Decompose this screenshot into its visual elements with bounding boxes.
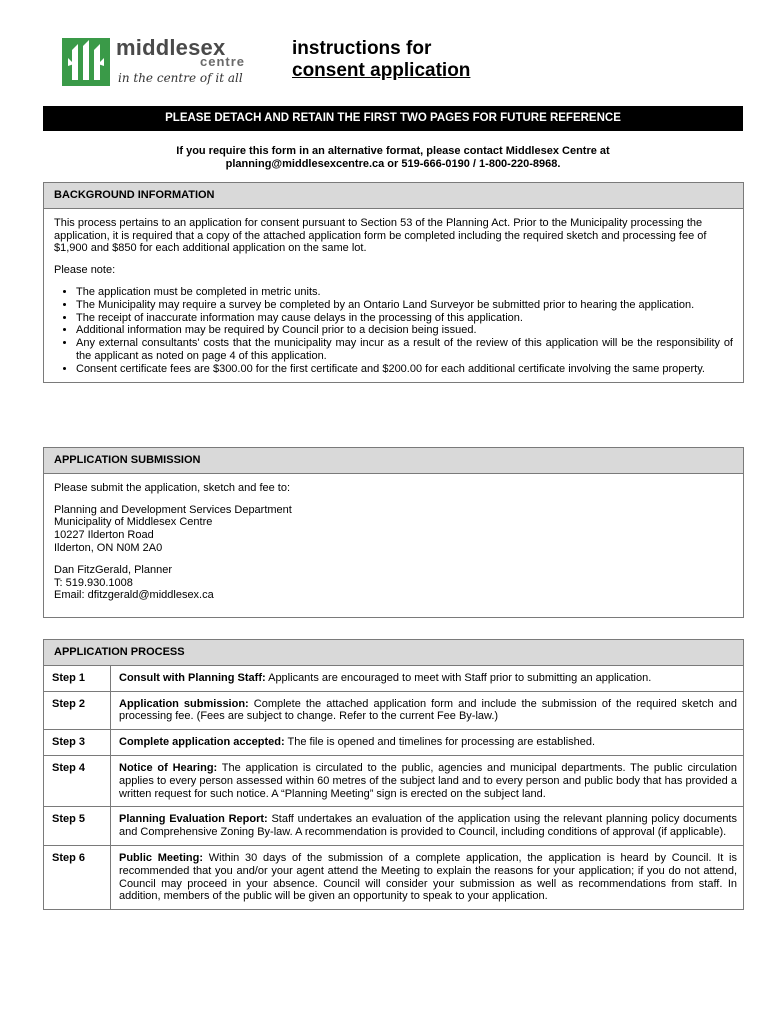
step-label: Step 6 xyxy=(44,845,111,909)
background-intro: This process pertains to an application for consent pursuant to Section 53 of the Planning Act. Prior to the Municipality processing the application, it is required that a copy of the attached application form be completed including the required sketch and processing fee of $1,900 and $850 for each additional application on the same lot. xyxy=(54,216,707,255)
step-description xyxy=(111,665,744,691)
detach-banner: PLEASE DETACH AND RETAIN THE FIRST TWO PAGES FOR FUTURE REFERENCE xyxy=(43,106,743,131)
address-line: Municipality of Middlesex Centre xyxy=(54,516,213,529)
step-text: The file is opened and timelines for processing are established. xyxy=(284,736,596,749)
table-row xyxy=(44,665,743,691)
background-body xyxy=(44,209,743,382)
table-row xyxy=(44,807,743,846)
contact-line-2: planning@middlesexcentre.ca or 519-666-0190 / 1-800-220-8968. xyxy=(225,158,561,170)
note-item: • The receipt of inaccurate information may cause delays in the processing of this application. xyxy=(76,312,733,325)
step-text: Staff undertakes an evaluation of the application using the relevant planning policy documents and Comprehensive Zoning By-law. A recommendation is provided to Council, including conditions of approval (if applicable). xyxy=(119,813,737,839)
step-title: Consult with Planning Staff: xyxy=(119,671,266,684)
table-row xyxy=(44,691,743,730)
note-item: • Consent certificate fees are $300.00 for the first certificate and $200.00 for each additional certificate involving the same property. xyxy=(76,363,733,376)
background-section xyxy=(43,182,744,383)
contact-line-1: If you require this form in an alternative format, please contact Middlesex Centre at xyxy=(176,145,610,157)
logo-tagline: in the centre of it all xyxy=(118,71,243,85)
note-item: • The application must be completed in metric units. xyxy=(76,286,733,299)
step-description xyxy=(111,807,744,846)
logo-wheat-icon xyxy=(62,36,112,88)
table-row xyxy=(44,755,743,806)
middlesex-centre-logo xyxy=(62,36,262,92)
step-label: Step 1 xyxy=(44,665,111,691)
please-note-label: Please note: xyxy=(54,264,116,277)
title-line-2: consent application xyxy=(292,60,471,81)
page-title xyxy=(292,38,470,82)
step-label: Step 4 xyxy=(44,755,111,806)
submission-heading: APPLICATION SUBMISSION xyxy=(44,448,743,474)
process-section xyxy=(43,639,744,910)
step-text: Within 30 days of the submission of a complete application, the application is heard by Council. It is recommended that you and/or your agent attend the Meeting to explain the reasons for your application; if you do not attend, Council may proceed in your absence. Council will consider your submission as well as recommendations from staff. In addition, members of the public will be given an opportunity to speak to your application. xyxy=(119,851,738,903)
alternative-format-notice xyxy=(43,145,743,171)
step-title: Application submission: xyxy=(119,697,249,710)
background-heading: BACKGROUND INFORMATION xyxy=(44,183,743,209)
note-item: • Additional information may be required by Council prior to a decision being issued. xyxy=(76,324,733,337)
logo-wordmark: middlesex xyxy=(116,35,226,60)
process-steps-table xyxy=(44,665,743,909)
step-title: Complete application accepted: xyxy=(119,736,285,749)
address-line: 10227 Ilderton Road xyxy=(54,529,154,542)
address-line: Planning and Development Services Department xyxy=(54,503,292,516)
step-description xyxy=(111,845,744,909)
step-title: Planning Evaluation Report: xyxy=(119,813,268,826)
step-description xyxy=(111,691,744,730)
step-text: Applicants are encouraged to meet with Staff prior to submitting an application. xyxy=(265,671,652,684)
submission-body xyxy=(44,474,743,617)
planner-contact xyxy=(54,564,733,602)
table-row xyxy=(44,845,743,909)
logo-subword: centre xyxy=(200,54,246,69)
planner-email: Email: dfitzgerald@middlesex.ca xyxy=(54,589,214,602)
step-text: Complete the attached application form and include the submission of the required sketch and processing fee. (Fees are subject to change. Refer to the current Fee By-law.) xyxy=(119,697,737,723)
note-list xyxy=(54,286,733,376)
step-description xyxy=(111,730,744,756)
step-text: The application is circulated to the public, agencies and municipal departments. The public circulation applies to every person assessed within 60 metres of the subject land and to every person and public body that has provided a written request for such notice. A “Planning Meeting” sign is erected on the subject land. xyxy=(119,761,737,800)
submission-section xyxy=(43,447,744,618)
note-item: • Any external consultants' costs that the municipality may incur as a result of the review of this application will be the responsibility of the applicant as noted on page 4 of this application. xyxy=(76,337,733,363)
step-label: Step 3 xyxy=(44,730,111,756)
step-title: Notice of Hearing: xyxy=(119,761,218,774)
address-line: Ilderton, ON N0M 2A0 xyxy=(54,541,163,554)
step-description xyxy=(111,755,744,806)
step-title: Public Meeting: xyxy=(119,851,203,864)
note-item: • The Municipality may require a survey be completed by an Ontario Land Surveyor be submitted prior to hearing the application. xyxy=(76,299,733,312)
submission-intro: Please submit the application, sketch and fee to: xyxy=(54,481,291,494)
title-line-1: instructions for xyxy=(292,38,432,59)
process-heading: APPLICATION PROCESS xyxy=(44,640,743,665)
planner-name: Dan FitzGerald, Planner xyxy=(54,563,172,576)
mailing-address xyxy=(54,504,733,555)
step-label: Step 2 xyxy=(44,691,111,730)
planner-phone: T: 519.930.1008 xyxy=(54,576,133,589)
table-row xyxy=(44,730,743,756)
step-label: Step 5 xyxy=(44,807,111,846)
